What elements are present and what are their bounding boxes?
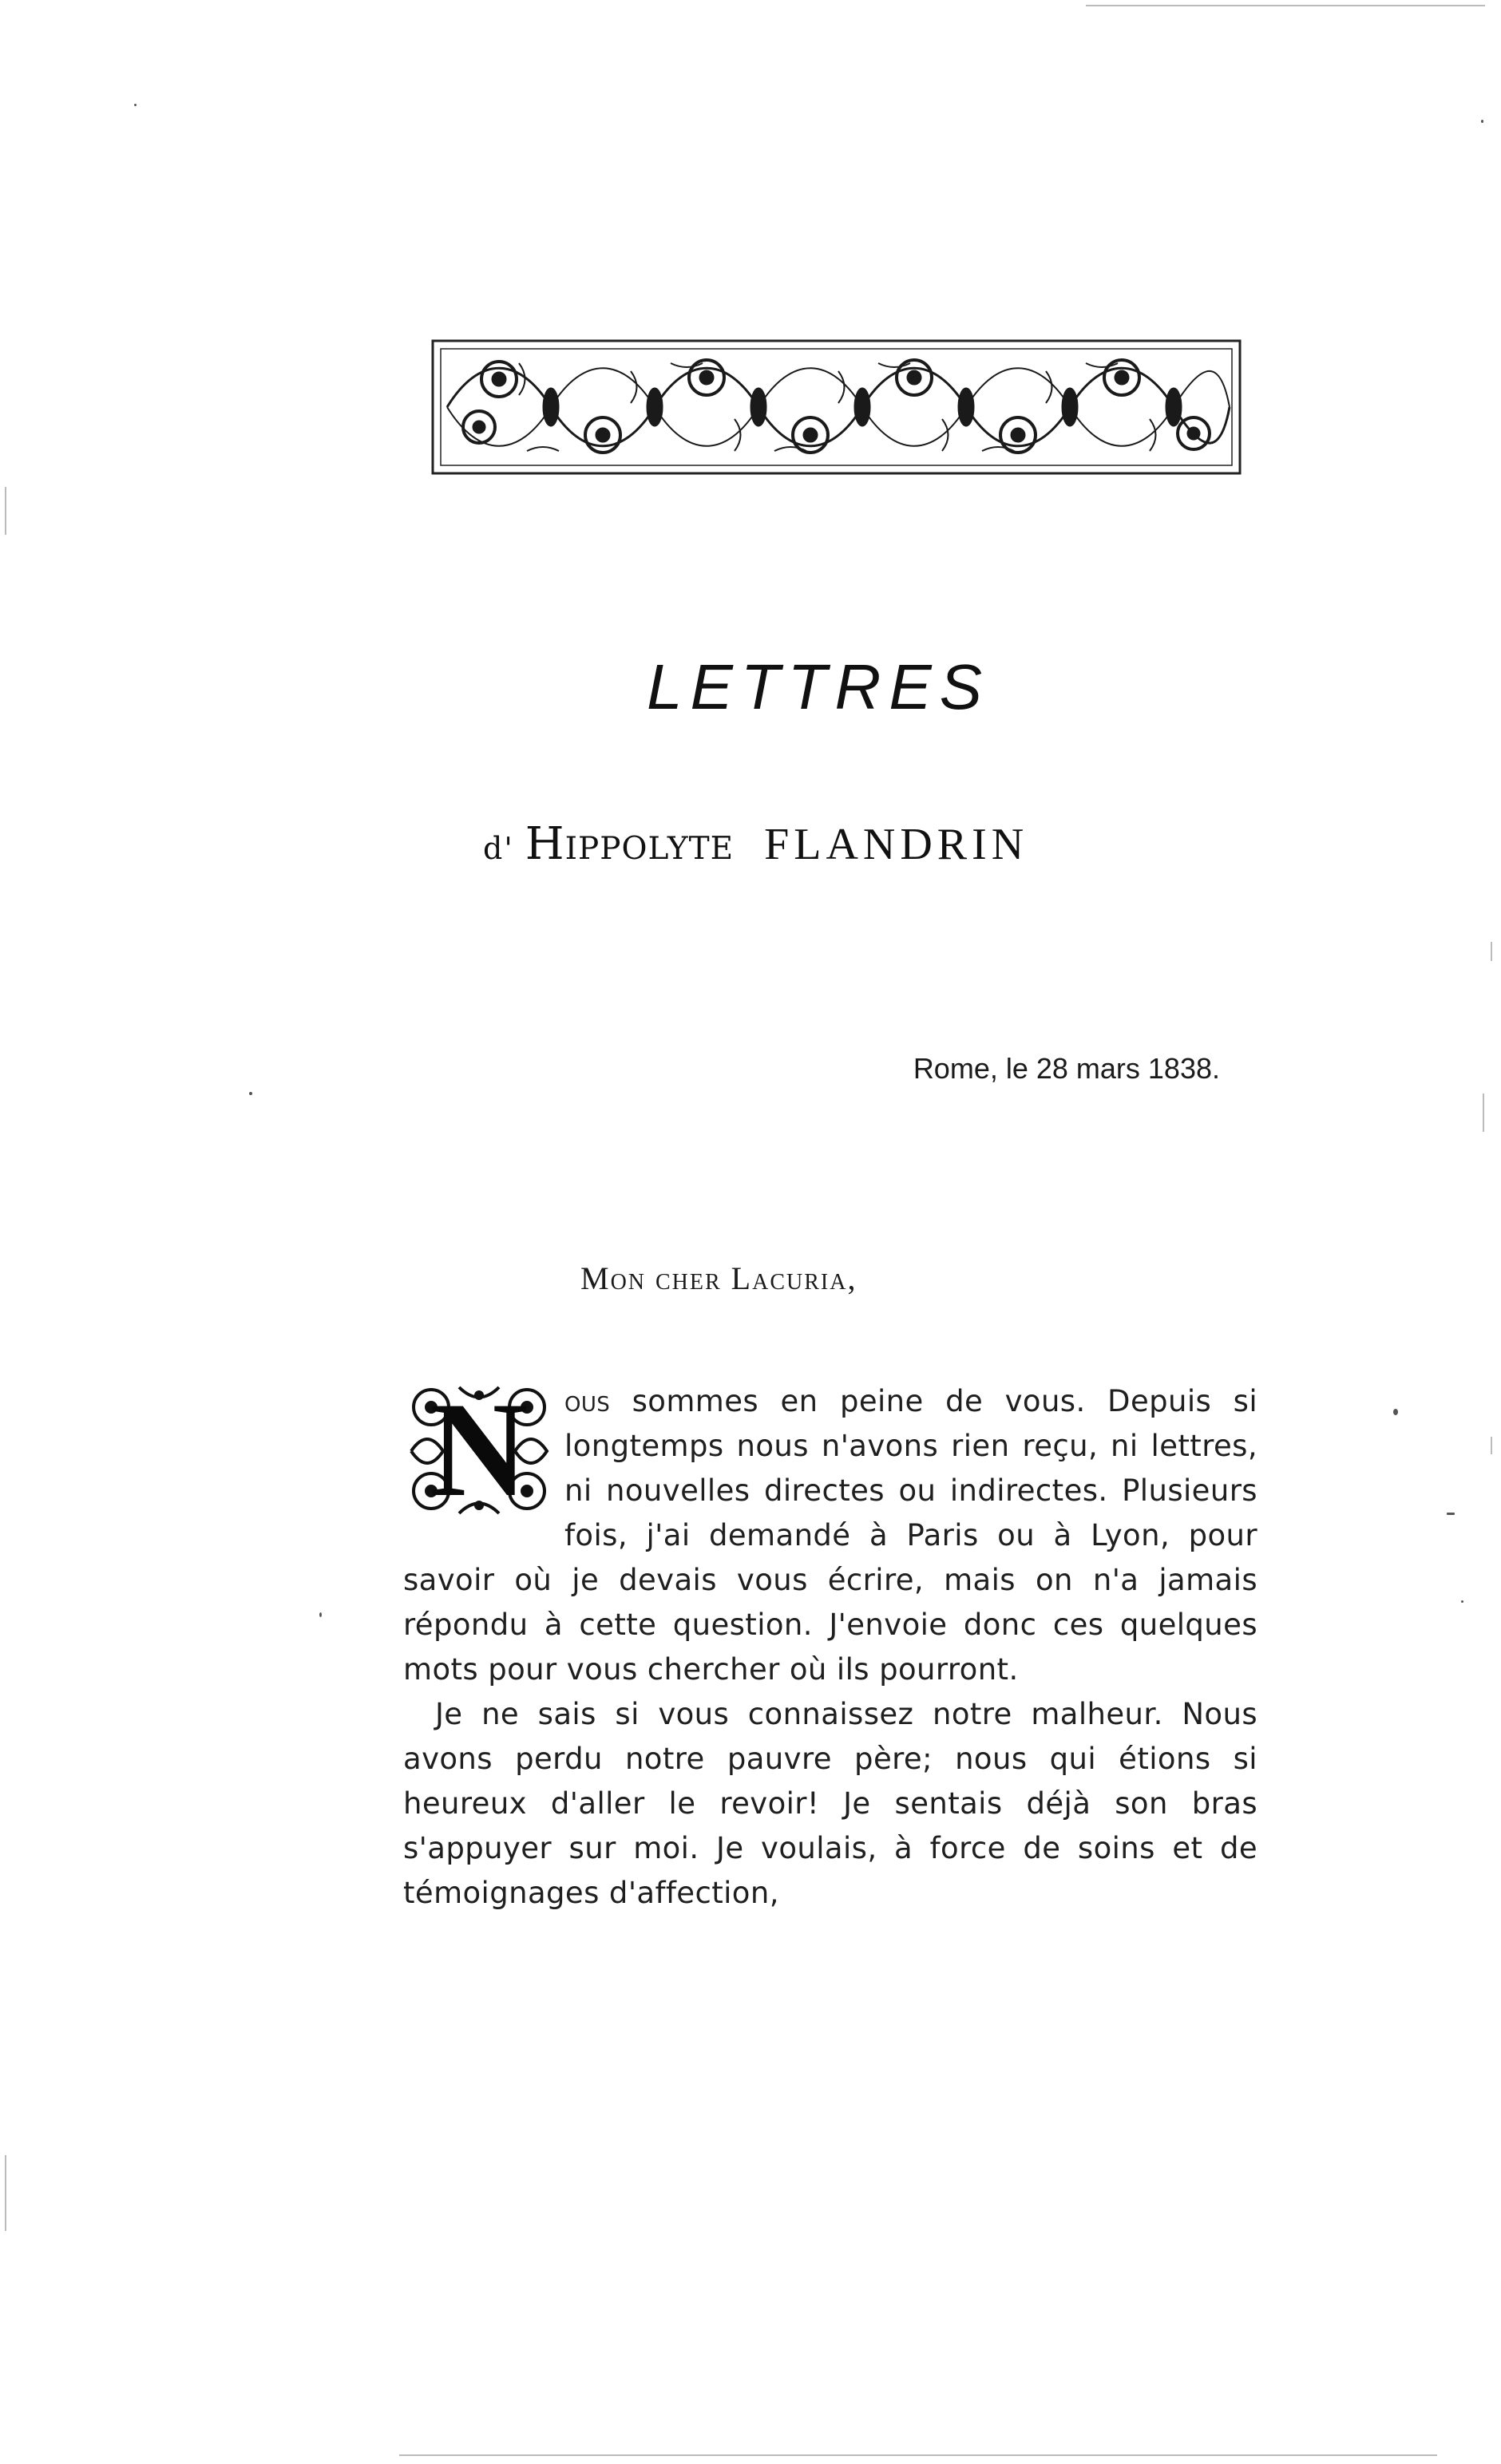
first-word-rest: ous — [564, 1384, 611, 1418]
letter-body — [403, 1374, 1257, 1916]
author-last-name: FLANDRIN — [764, 820, 1029, 869]
scan-speck — [1481, 120, 1483, 123]
drop-cap-letter: N — [430, 1374, 529, 1525]
author-subtitle — [483, 818, 1028, 870]
scan-speck — [1461, 1600, 1463, 1603]
scan-edge-mark — [1483, 1094, 1484, 1132]
drop-cap-initial — [403, 1374, 555, 1525]
scan-speck — [134, 104, 137, 106]
paragraph-second: Je ne sais si vous connaissez notre malheur. Nous avons perdu notre pauvre père; nous qui étions si heureux d'aller le revoir! Je sentais déjà son bras s'appuyer sur moi. Je voulais, à force de soins et de témoignages d'affection, — [403, 1697, 1257, 1910]
scan-edge-mark — [399, 2454, 1437, 2456]
author-prefix: d' — [483, 831, 514, 866]
paragraph-first-text: sommes en peine de vous. Depuis si longtemps nous n'avons rien reçu, ni lettres, ni nouvelles directes ou indirectes. Plusieurs fois, j'ai demandé à Paris ou à Lyon, pour savoir où je devais vous écrire, mais on n'a jamais répondu à cette question. J'envoie donc ces quelques mots pour vous chercher où ils pourront. — [403, 1384, 1257, 1687]
ornamental-headpiece-icon — [431, 339, 1242, 475]
scan-speck — [249, 1092, 252, 1095]
scan-speck — [1393, 1409, 1398, 1415]
scan-edge-mark — [5, 487, 6, 535]
scan-speck — [1447, 1513, 1455, 1515]
scan-edge-mark — [1491, 942, 1492, 961]
page-title: LETTRES — [646, 651, 991, 722]
scan-edge-mark — [1086, 5, 1485, 6]
author-first-name: Hippolyte — [525, 818, 735, 870]
letter-salutation: Mon cher Lacuria, — [580, 1260, 857, 1296]
paragraph-first — [403, 1374, 1257, 1692]
scan-speck — [319, 1612, 322, 1617]
scan-edge-mark — [1491, 1437, 1492, 1454]
scan-edge-mark — [5, 2155, 6, 2231]
letter-dateline: Rome, le 28 mars 1838. — [913, 1052, 1220, 1085]
